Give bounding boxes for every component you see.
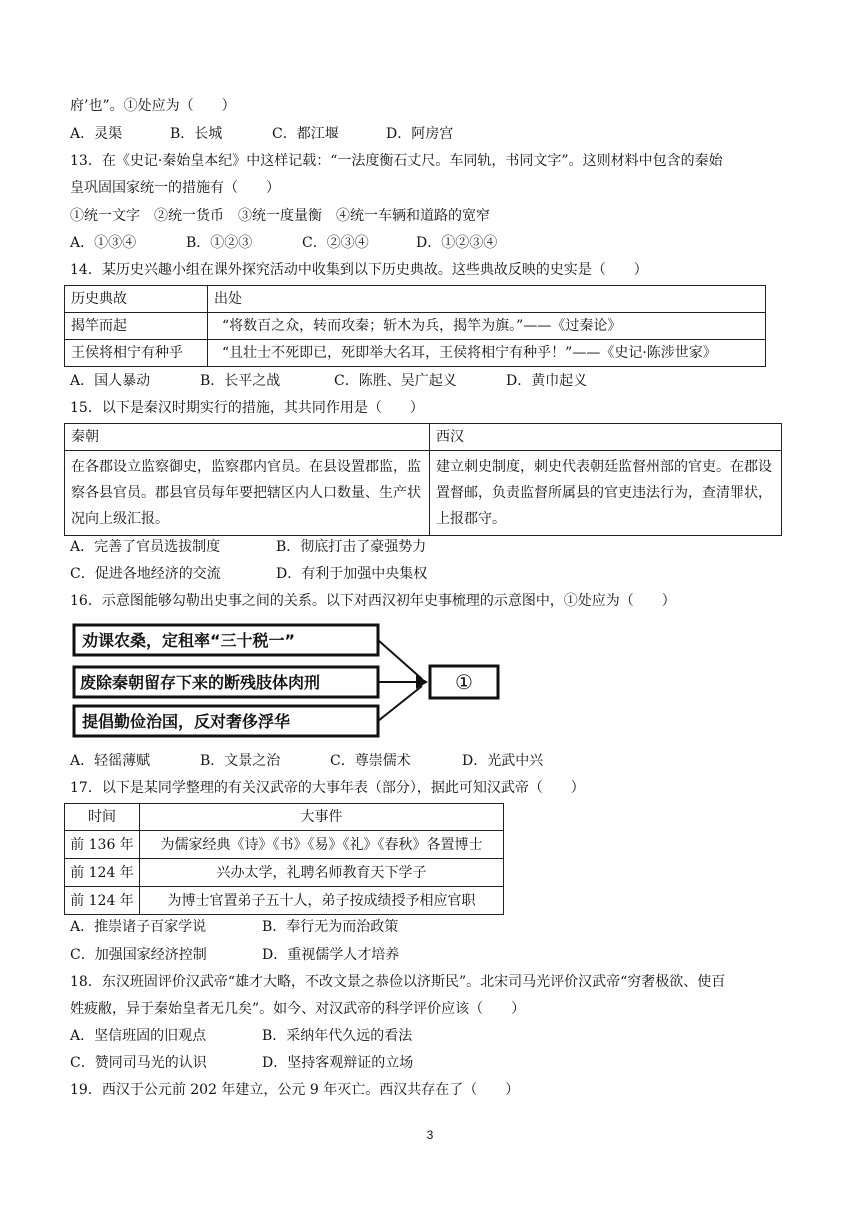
table-header: 秦朝 <box>65 424 430 451</box>
question-12-stem-end: 府’也”。①处应为（ ） <box>70 98 236 114</box>
question-14-table <box>64 285 766 367</box>
question-16-options <box>70 751 543 771</box>
option-b: B．文景之治 <box>200 753 281 769</box>
option-d: D．有利于加强中央集权 <box>276 566 428 582</box>
option-d: D．黄巾起义 <box>506 373 588 389</box>
question-16-stem: 16．示意图能够勾勒出史事之间的关系。以下对西汉初年史事梳理的示意图中，①处应为（ ） <box>70 593 676 609</box>
option-d: D．重视儒学人才培养 <box>262 947 400 963</box>
table-cell: 在各郡设立监察御史，监察郡内官员。在县设置郡监，监察各县官员。郡县官员每年要把辖区内人口数量、生产状况向上级汇报。 <box>65 451 430 536</box>
table-cell: 兴办太学，礼聘名师教育天下学子 <box>140 859 504 887</box>
question-13-options <box>70 233 497 253</box>
table-header: 出处 <box>208 286 766 313</box>
table-cell: 前 136 年 <box>65 831 140 859</box>
diagram-box-1-text: 劝课农桑，定租率“三十税一” <box>82 631 296 650</box>
table-cell: 为博士官置弟子五十人，弟子按成绩授予相应官职 <box>140 887 504 915</box>
question-17-options-row2 <box>70 945 399 965</box>
table-cell: 前 124 年 <box>65 859 140 887</box>
option-b: B．采纳年代久远的看法 <box>262 1028 413 1044</box>
option-a: A．①③④ <box>70 235 137 251</box>
question-14-options <box>70 371 587 391</box>
question-15-options-row1 <box>70 537 426 557</box>
option-d: D．阿房宫 <box>386 126 454 142</box>
diagram-target-label: ① <box>455 670 473 694</box>
table-header: 大事件 <box>140 804 504 831</box>
option-c: C．赞同司马光的认识 <box>70 1055 207 1071</box>
page-number: 3 <box>426 1128 434 1142</box>
question-18-options-row1 <box>70 1026 412 1046</box>
table-cell: 建立刺史制度，刺史代表朝廷监督州部的官吏。在郡设置督邮，负责监督所属县的官吏违法行为，查清罪状，上报郡守。 <box>430 451 782 536</box>
option-c: C．陈胜、吴广起义 <box>334 373 457 389</box>
option-a: A．国人暴动 <box>70 373 151 389</box>
table-cell: “且壮士不死即已，死即举大名耳，王侯将相宁有种乎！”——《史记·陈涉世家》 <box>208 340 766 367</box>
option-d: D．光武中兴 <box>462 753 544 769</box>
option-c: C．都江堰 <box>272 126 339 142</box>
question-18-options-row2 <box>70 1053 413 1073</box>
option-b: B．①②③ <box>186 235 253 251</box>
question-13-items: ①统一文字 ②统一货币 ③统一度量衡 ④统一车辆和道路的宽窄 <box>70 208 490 224</box>
question-17-timeline-table <box>64 803 504 915</box>
question-13-stem-line1: 13．在《史记·秦始皇本纪》中这样记载：“一法度衡石丈尺。车同轨，书同文字”。这则材料中包含的秦始 <box>70 153 723 169</box>
option-a: A．坚信班固的旧观点 <box>70 1028 207 1044</box>
table-cell: 揭竿而起 <box>65 313 208 340</box>
question-15-stem: 15．以下是秦汉时期实行的措施，其共同作用是（ ） <box>70 400 424 416</box>
diagram-box-3-text: 提倡勤俭治国，反对奢侈浮华 <box>82 712 291 731</box>
option-d: D．坚持客观辩证的立场 <box>262 1055 414 1071</box>
question-18-stem-line2: 姓疲敝，异于秦始皇者无几矣”。如今、对汉武帝的科学评价应该（ ） <box>70 1001 526 1017</box>
history-relationship-diagram <box>66 622 506 740</box>
question-14-stem: 14．某历史兴趣小组在课外探究活动中收集到以下历史典故。这些典故反映的史实是（ ） <box>70 262 648 278</box>
table-header: 西汉 <box>430 424 782 451</box>
option-b: B．长城 <box>170 126 223 142</box>
option-c: C．尊崇儒术 <box>330 753 411 769</box>
question-18-stem-line1: 18．东汉班固评价汉武帝“雄才大略，不改文景之恭俭以济斯民”。北宋司马光评价汉武帝“穷奢极欲、使百 <box>70 974 726 990</box>
question-12-options <box>70 124 453 144</box>
table-cell: “将数百之众，转而攻秦；斩木为兵，揭竿为旗。”——《过秦论》 <box>208 313 766 340</box>
option-c: C．②③④ <box>302 235 369 251</box>
diagram-box-2-text: 废除秦朝留存下来的断残肢体肉刑 <box>80 673 321 692</box>
option-a: A．完善了官员选拔制度 <box>70 539 221 555</box>
question-17-stem: 17．以下是某同学整理的有关汉武帝的大事年表（部分），据此可知汉武帝（ ） <box>70 780 585 796</box>
table-header: 历史典故 <box>65 286 208 313</box>
option-a: A．灵渠 <box>70 126 123 142</box>
option-c: C．促进各地经济的交流 <box>70 566 221 582</box>
table-cell: 王侯将相宁有种乎 <box>65 340 208 367</box>
diagram-arrow-3 <box>378 686 422 721</box>
option-b: B．长平之战 <box>200 373 281 389</box>
question-17-options-row1 <box>70 917 398 937</box>
question-19-stem: 19．西汉于公元前 202 年建立，公元 9 年灭亡。西汉共存在了（ ） <box>70 1082 520 1098</box>
option-b: B．奉行无为而治政策 <box>262 919 399 935</box>
question-15-options-row2 <box>70 564 427 584</box>
table-header: 时间 <box>65 804 140 831</box>
option-d: D．①②③④ <box>416 235 498 251</box>
option-c: C．加强国家经济控制 <box>70 947 207 963</box>
question-15-table <box>64 423 782 536</box>
option-a: A．轻徭薄赋 <box>70 753 151 769</box>
diagram-arrow-1 <box>378 640 422 679</box>
option-a: A．推崇诸子百家学说 <box>70 919 207 935</box>
question-13-stem-line2: 皇巩固国家统一的措施有（ ） <box>70 180 280 196</box>
table-cell: 前 124 年 <box>65 887 140 915</box>
option-b: B．彻底打击了豪强势力 <box>276 539 427 555</box>
table-cell: 为儒家经典《诗》《书》《易》《礼》《春秋》各置博士 <box>140 831 504 859</box>
